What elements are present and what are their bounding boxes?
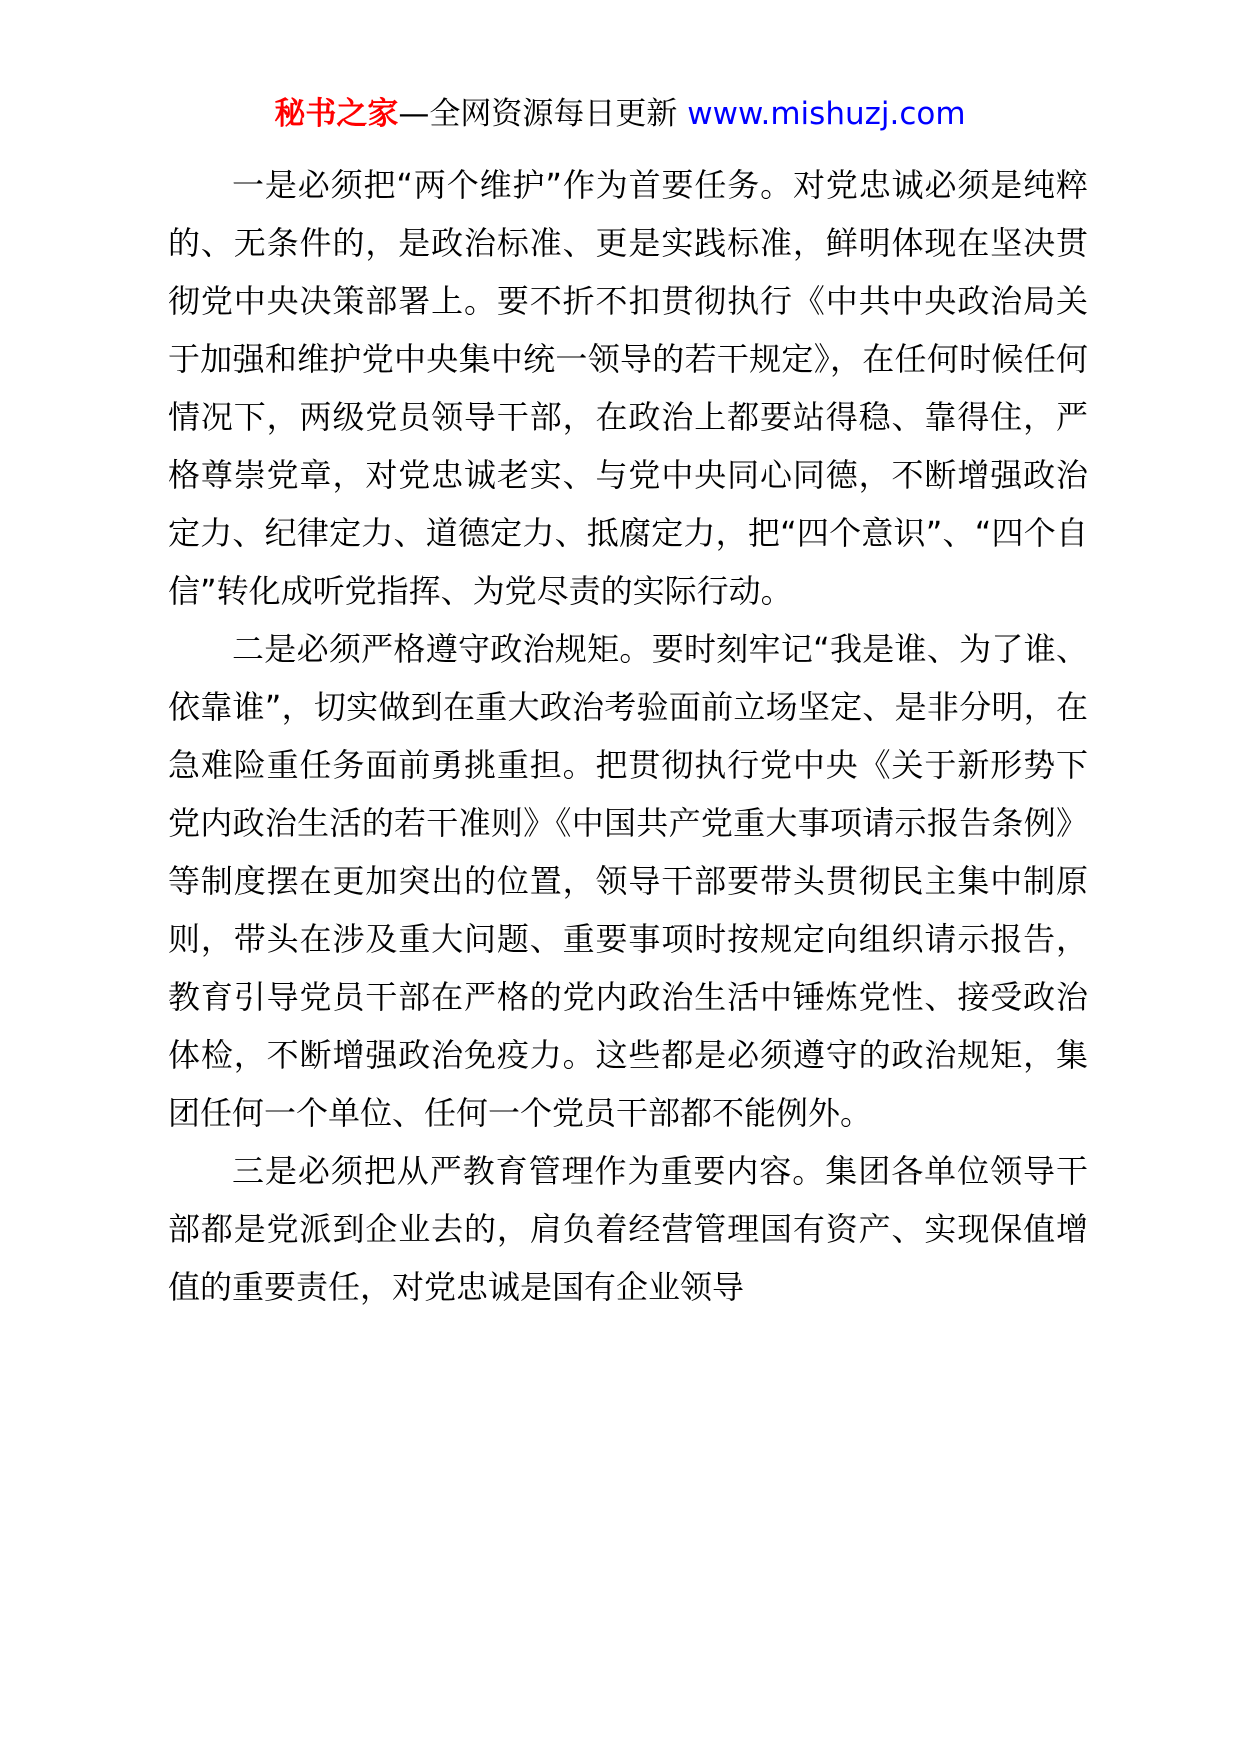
document-body	[168, 156, 1088, 1316]
site-brand: 秘书之家	[274, 96, 399, 132]
paragraph-3: 三是必须把从严教育管理作为重要内容。集团各单位领导干部都是党派到企业去的，肩负着经营管理国有资产、实现保值增值的重要责任，对党忠诚是国有企业领导	[168, 1152, 1088, 1306]
site-header	[0, 92, 1240, 136]
site-url-link[interactable]: www.mishuzj.com	[687, 96, 966, 132]
site-tagline: —全网资源每日更新	[398, 96, 688, 132]
paragraph-2: 二是必须严格遵守政治规矩。要时刻牢记“我是谁、为了谁、依靠谁”，切实做到在重大政治考验面前立场坚定、是非分明，在急难险重任务面前勇挑重担。把贯彻执行党中央《关于新形势下党内政治生活的若干准则》《中国共产党重大事项请示报告条例》等制度摆在更加突出的位置，领导干部要带头贯彻民主集中制原则，带头在涉及重大问题、重要事项时按规定向组织请示报告，教育引导党员干部在严格的党内政治生活中锤炼党性、接受政治体检，不断增强政治免疫力。这些都是必须遵守的政治规矩，集团任何一个单位、任何一个党员干部都不能例外。	[168, 630, 1088, 1132]
paragraph-1: 一是必须把“两个维护”作为首要任务。对党忠诚必须是纯粹的、无条件的，是政治标准、更是实践标准，鲜明体现在坚决贯彻党中央决策部署上。要不折不扣贯彻执行《中共中央政治局关于加强和维护党中央集中统一领导的若干规定》，在任何时候任何情况下，两级党员领导干部，在政治上都要站得稳、靠得住，严格尊崇党章，对党忠诚老实、与党中央同心同德，不断增强政治定力、纪律定力、道德定力、抵腐定力，把“四个意识”、“四个自信”转化成听党指挥、为党尽责的实际行动。	[168, 166, 1088, 610]
